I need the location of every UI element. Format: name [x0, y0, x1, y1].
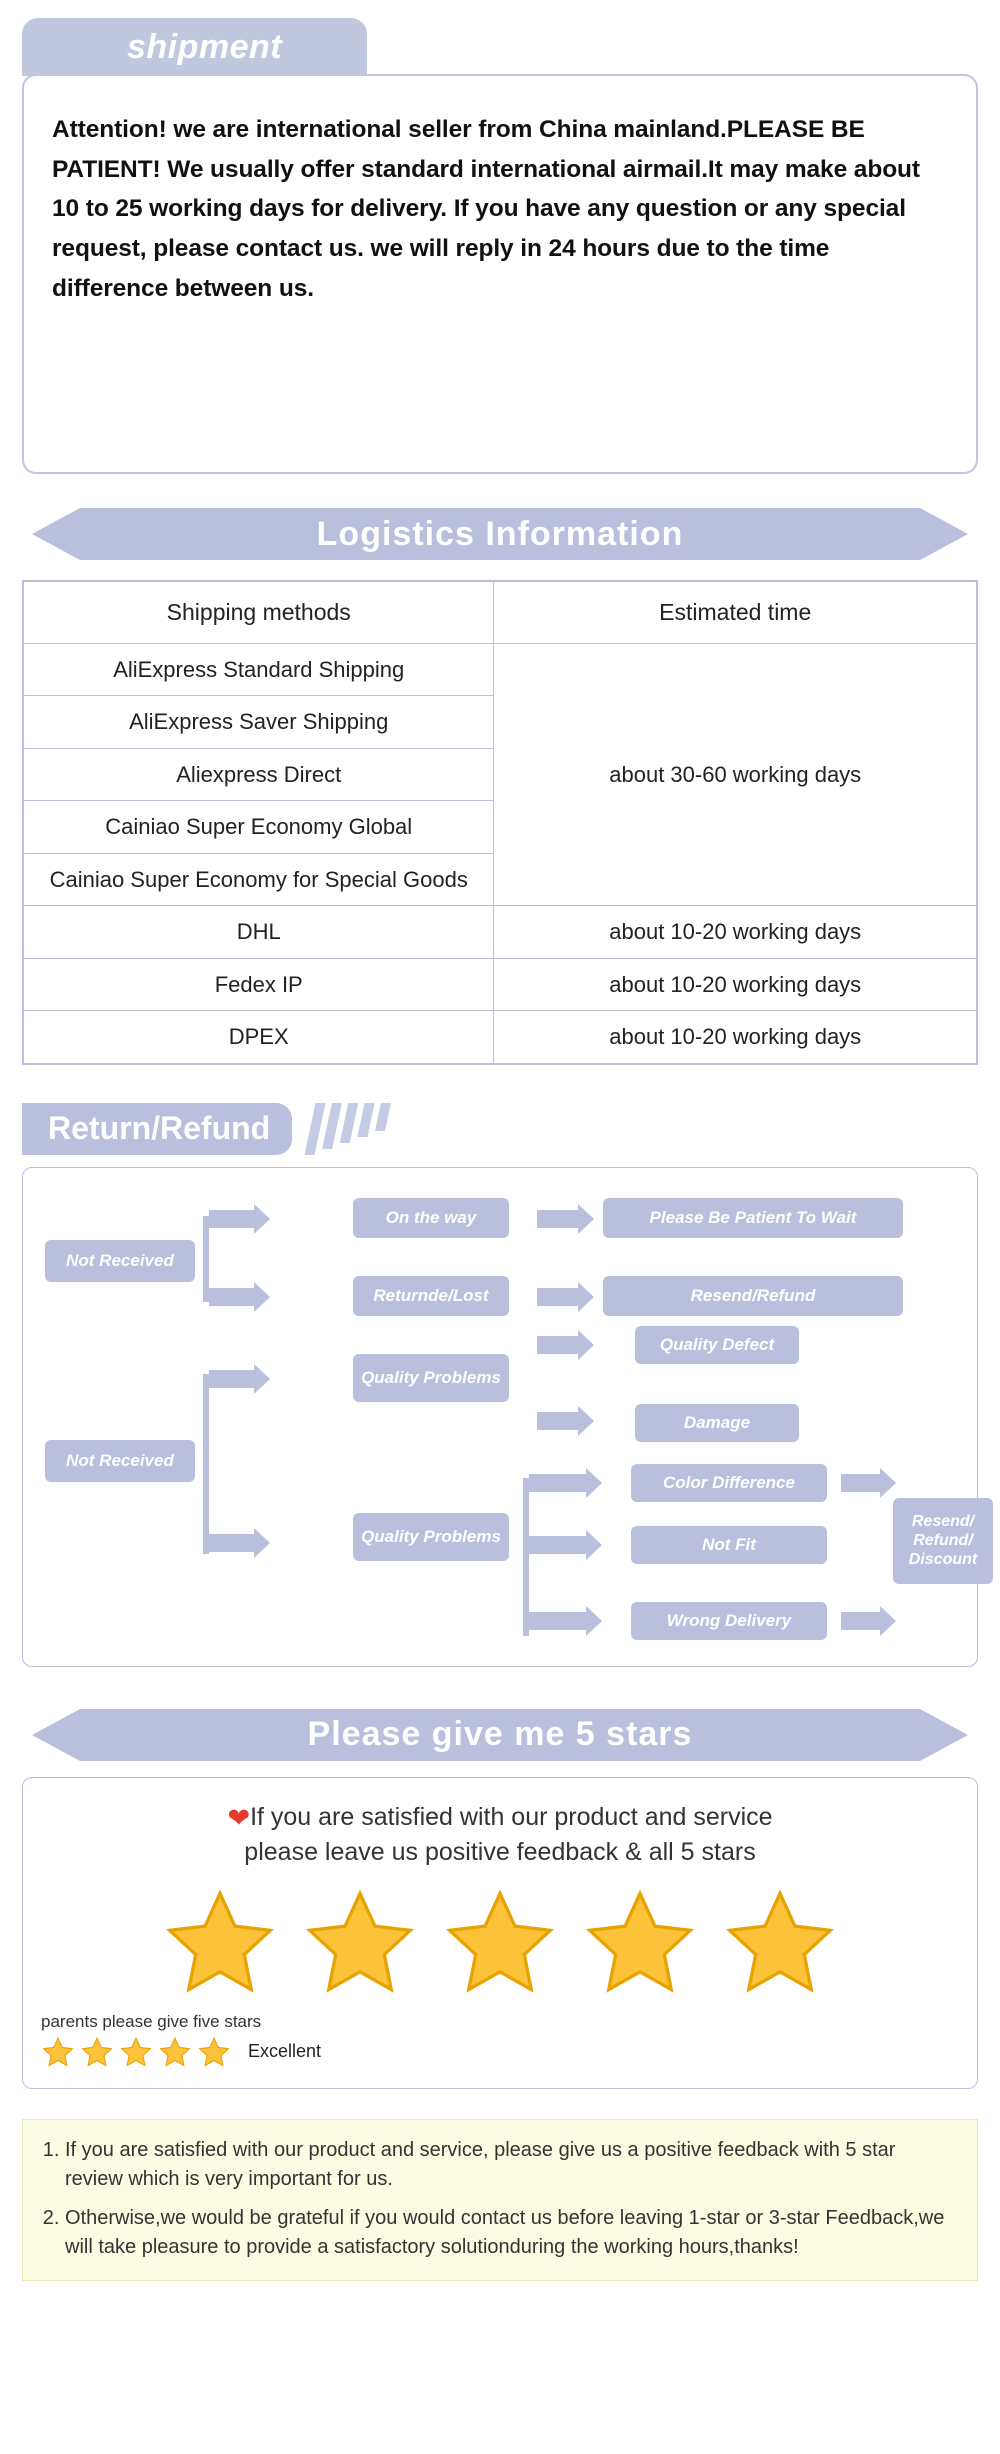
- shipment-tab-label: shipment: [127, 27, 283, 66]
- table-row: [24, 906, 977, 959]
- table-header-estimated-time: Estimated time: [494, 582, 977, 644]
- flow-arrow: [537, 1288, 579, 1306]
- table-cell-method: DPEX: [24, 1011, 494, 1064]
- star-icon: [119, 2036, 153, 2068]
- flow-arrow: [529, 1474, 587, 1492]
- stars-banner-title: Please give me 5 stars: [307, 1715, 693, 1754]
- flow-node-quality-problems-1: Quality Problems: [353, 1354, 509, 1402]
- flow-arrow: [841, 1612, 881, 1630]
- logistics-table: [23, 581, 977, 1064]
- table-cell-method: Fedex IP: [24, 958, 494, 1011]
- table-cell-method: Cainiao Super Economy for Special Goods: [24, 853, 494, 906]
- banner-left-arrow-icon: [32, 1709, 80, 1761]
- shipment-tab-header: [22, 18, 367, 76]
- logistics-banner: [22, 508, 978, 560]
- feedback-headline: [41, 1800, 959, 1870]
- flow-connector: [203, 1374, 209, 1554]
- product-description-page: [0, 18, 1000, 2281]
- logistics-table-wrapper: [22, 580, 978, 1065]
- star-icon: [158, 2036, 192, 2068]
- flow-node-damage: Damage: [635, 1404, 799, 1442]
- table-row: [24, 1011, 977, 1064]
- feedback-notes: [22, 2119, 978, 2281]
- table-cell-grouped-time: about 30-60 working days: [494, 643, 977, 906]
- return-refund-title: Return/Refund: [48, 1110, 271, 1147]
- banner-right-arrow-icon: [920, 1709, 968, 1761]
- flow-arrow: [529, 1612, 587, 1630]
- flow-arrow: [537, 1210, 579, 1228]
- star-icon: [41, 2036, 75, 2068]
- flow-arrow: [537, 1412, 579, 1430]
- table-cell-time: about 10-20 working days: [494, 906, 977, 959]
- flow-node-not-received-2: Not Received: [45, 1440, 195, 1482]
- star-icon: [721, 1886, 839, 1998]
- flow-arrow: [209, 1534, 255, 1552]
- flow-arrow: [209, 1288, 255, 1306]
- return-refund-flow-diagram: [22, 1167, 978, 1667]
- logistics-banner-title: Logistics Information: [316, 514, 684, 553]
- table-cell-method: AliExpress Standard Shipping: [24, 643, 494, 696]
- stars-banner: [22, 1709, 978, 1761]
- flow-arrow: [537, 1336, 579, 1354]
- flow-node-not-received-1: Not Received: [45, 1240, 195, 1282]
- decorative-stripes: [310, 1103, 388, 1155]
- star-icon: [80, 2036, 114, 2068]
- flow-arrow: [529, 1536, 587, 1554]
- feedback-headline-line2: please leave us positive feedback & all 5 stars: [244, 1838, 756, 1867]
- table-row: [24, 643, 977, 696]
- return-refund-tab: [22, 1103, 292, 1155]
- star-icon: [301, 1886, 419, 1998]
- big-star-row: [41, 1886, 959, 1998]
- star-icon: [581, 1886, 699, 1998]
- shipment-section: [22, 18, 978, 474]
- table-row: [24, 582, 977, 644]
- feedback-headline-line1: If you are satisfied with our product and service: [250, 1802, 773, 1831]
- banner-right-arrow-icon: [920, 508, 968, 560]
- flow-node-not-fit: Not Fit: [631, 1526, 827, 1564]
- return-refund-header: [22, 1103, 978, 1155]
- table-cell-time: about 10-20 working days: [494, 1011, 977, 1064]
- flow-node-quality-problems-2: Quality Problems: [353, 1513, 509, 1561]
- flow-node-color-difference: Color Difference: [631, 1464, 827, 1502]
- list-item: 1. If you are satisfied with our product and service, please give us a positive feedback with 5 star review which is very important for us.: [65, 2136, 957, 2194]
- flow-node-resend-refund: Resend/Refund: [603, 1276, 903, 1316]
- table-cell-method: Aliexpress Direct: [24, 748, 494, 801]
- heart-icon: ❤: [227, 1802, 251, 1833]
- shipment-body-text: Attention! we are international seller from China mainland.PLEASE BE PATIENT! We usually offer standard international airmail.It may make about 10 to 25 working days for delivery. If you have any question or any special request, please contact us. we will reply in 24 hours due to the time difference between us.: [52, 116, 920, 302]
- table-row: [24, 958, 977, 1011]
- shipment-body-box: [22, 74, 978, 474]
- table-header-shipping-methods: Shipping methods: [24, 582, 494, 644]
- star-icon: [197, 2036, 231, 2068]
- flow-node-resend-refund-discount: Resend/ Refund/ Discount: [893, 1498, 993, 1584]
- table-cell-method: AliExpress Saver Shipping: [24, 696, 494, 749]
- flow-arrow: [841, 1474, 881, 1492]
- flow-node-on-the-way: On the way: [353, 1198, 509, 1238]
- banner-left-arrow-icon: [32, 508, 80, 560]
- star-icon: [161, 1886, 279, 1998]
- excellent-label: Excellent: [248, 2041, 322, 2062]
- flow-node-quality-defect: Quality Defect: [635, 1326, 799, 1364]
- flow-arrow: [209, 1370, 255, 1388]
- list-item: 2. Otherwise,we would be grateful if you would contact us before leaving 1-star or 3-star Feedback,we will take pleasure to provide a satisfactory solutionduring the working hours,thanks!: [65, 2204, 957, 2262]
- table-cell-time: about 10-20 working days: [494, 958, 977, 1011]
- flow-node-please-wait: Please Be Patient To Wait: [603, 1198, 903, 1238]
- flow-node-returnde-lost: Returnde/Lost: [353, 1276, 509, 1316]
- flow-arrow: [209, 1210, 255, 1228]
- table-cell-method: DHL: [24, 906, 494, 959]
- star-icon: [441, 1886, 559, 1998]
- table-cell-method: Cainiao Super Economy Global: [24, 801, 494, 854]
- feedback-section: [22, 1777, 978, 2089]
- flow-node-wrong-delivery: Wrong Delivery: [631, 1602, 827, 1640]
- small-star-row: [41, 2036, 959, 2068]
- small-star-note: parents please give five stars: [41, 2011, 262, 2031]
